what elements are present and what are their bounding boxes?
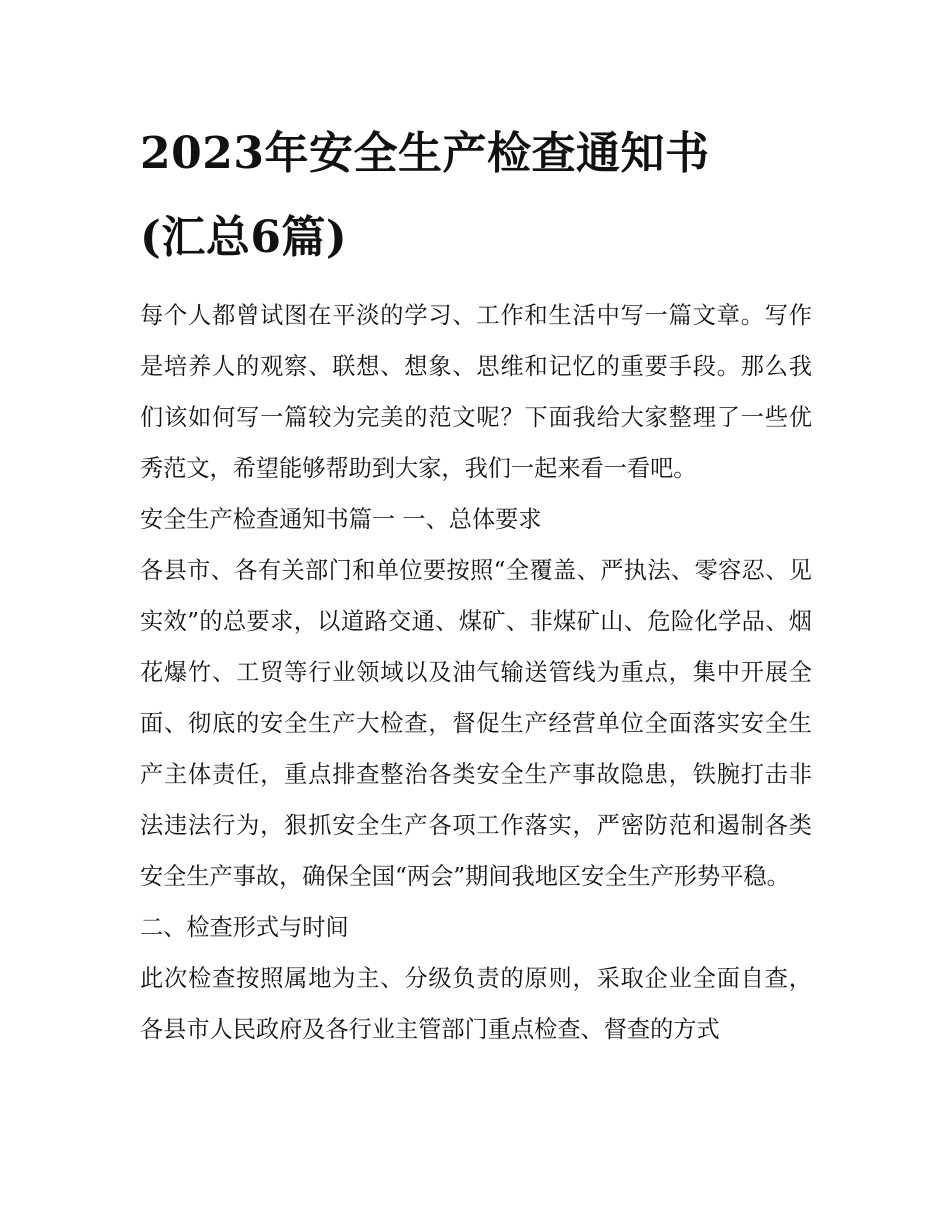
inspection-form-paragraph: 此次检查按照属地为主、分级负责的原则，采取企业全面自查，各县市人民政府及各行业主管部门重点检查、督查的方式 xyxy=(140,965,812,1043)
document-title xyxy=(140,112,812,280)
overall-requirements-paragraph: 各县市、各有关部门和单位要按照“全覆盖、严执法、零容忍、见实效”的总要求，以道路交通、煤矿、非煤矿山、危险化学品、烟花爆竹、工贸等行业领域以及油气输送管线为重点，集中开展全面、彻底的安全生产大检查，督促生产经营单位全面落实安全生产主体责任，重点排查整治各类安全生产事故隐患，铁腕打击非法违法行为，狠抓安全生产各项工作落实，严密防范和遏制各类安全生产事故，确保全国“两会”期间我地区安全生产形势平稳。 xyxy=(140,557,812,890)
document-body xyxy=(140,290,812,1055)
section-heading-inspection-form-time: 二、检查形式与时间 xyxy=(140,914,349,941)
section-heading-overall-requirements: 安全生产检查通知书篇一 一、总体要求 xyxy=(140,506,542,533)
intro-paragraph: 每个人都曾试图在平淡的学习、工作和生活中写一篇文章。写作是培养人的观察、联想、想象、思维和记忆的重要手段。那么我们该如何写一篇较为完美的范文呢？下面我给大家整理了一些优秀范文，希望能够帮助到大家，我们一起来看一看吧。 xyxy=(140,302,812,482)
document-title-line-2: (汇总6篇) xyxy=(140,212,348,263)
document-title-line-1: 2023年安全生产检查通知书 xyxy=(140,128,710,179)
document-page xyxy=(140,112,812,1055)
